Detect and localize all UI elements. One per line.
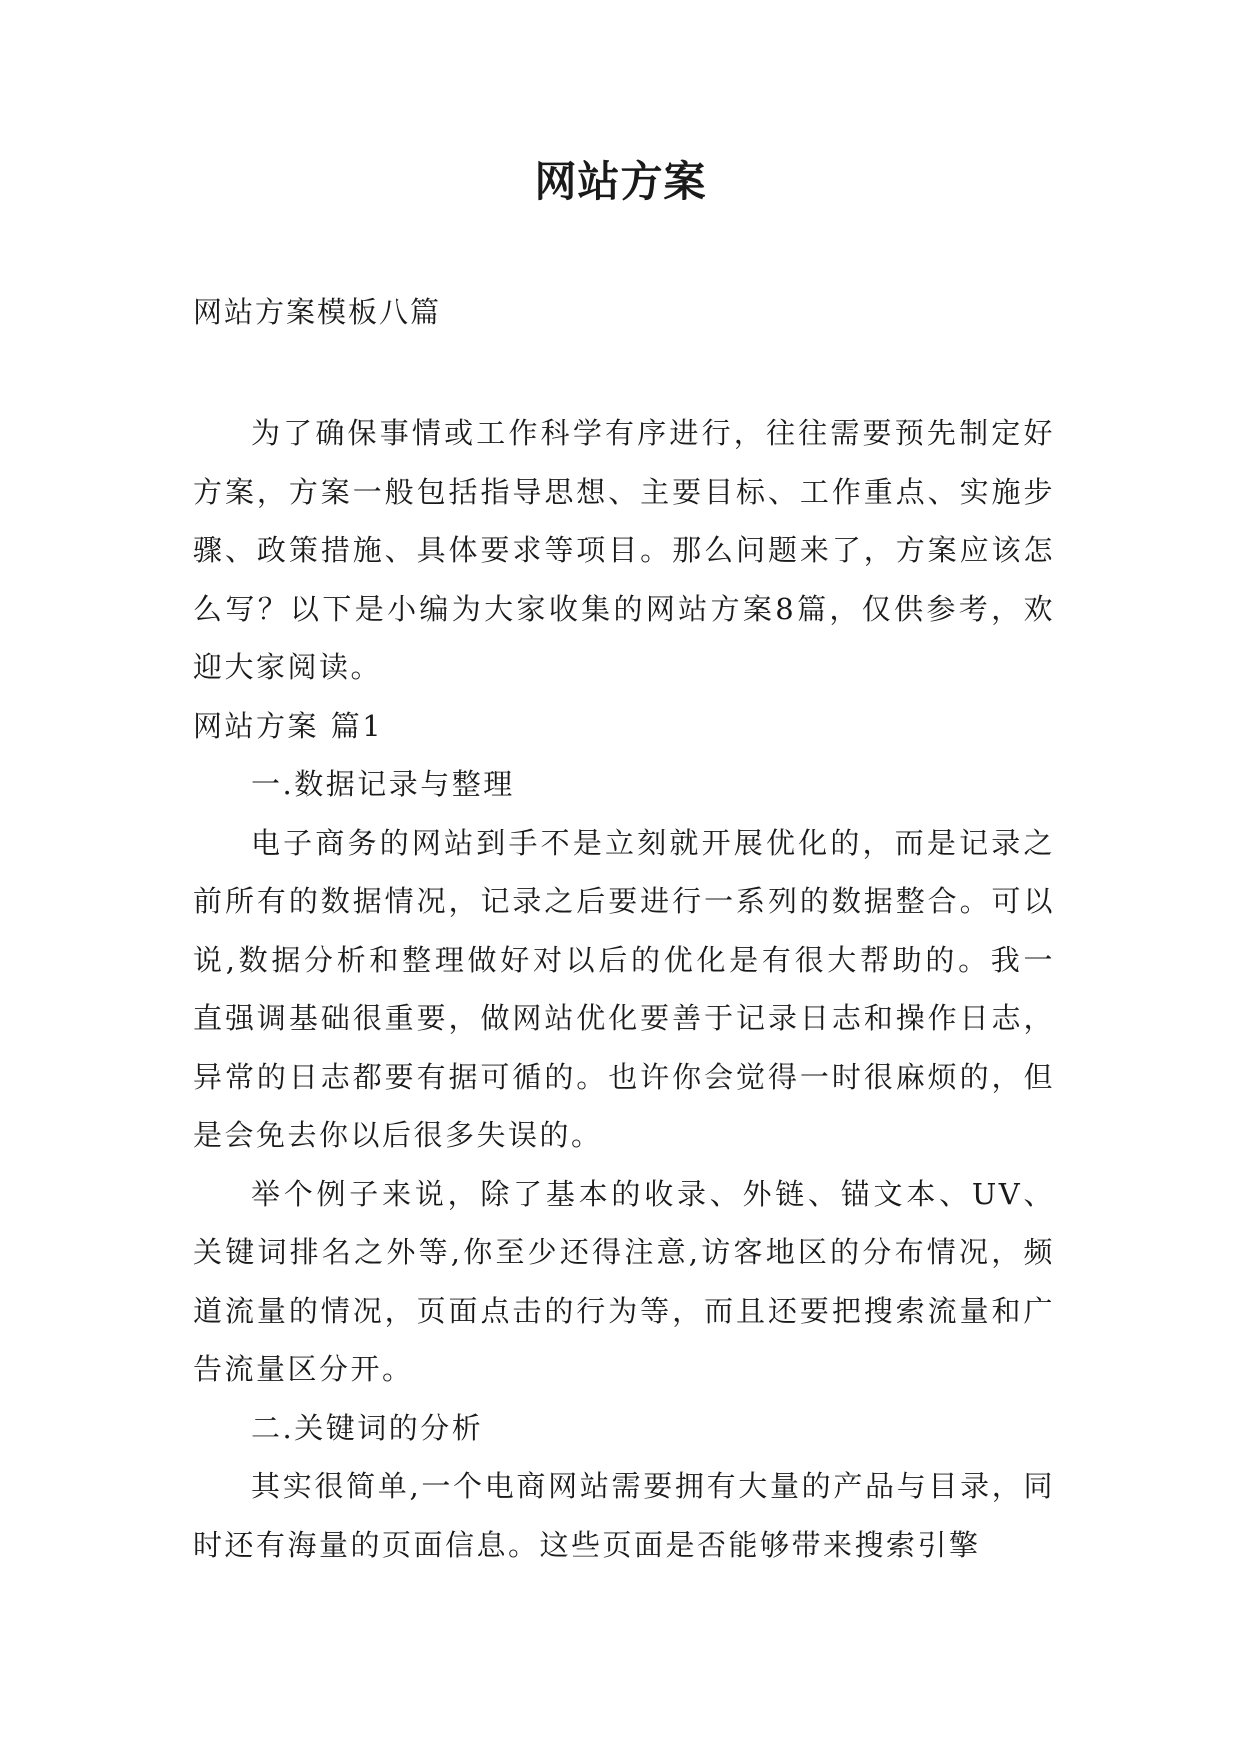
- section-1-paragraph-1: 电子商务的网站到手不是立刻就开展优化的，而是记录之前所有的数据情况，记录之后要进行一系列的数据整合。可以说,数据分析和整理做好对以后的优化是有很大帮助的。我一直强调基础很重要，做网站优化要善于记录日志和操作日志，异常的日志都要有据可循的。也许你会觉得一时很麻烦的，但是会免去你以后很多失误的。: [193, 825, 1055, 1152]
- section-2-title: 二.关键词的分析: [251, 1410, 484, 1445]
- section-1-title: 一.数据记录与整理: [251, 767, 515, 801]
- document-title: 网站方案: [534, 157, 707, 206]
- intro-paragraph: 为了确保事情或工作科学有序进行，往往需要预先制定好方案，方案一般包括指导思想、主要目标、工作重点、实施步骤、政策措施、具体要求等项目。那么问题来了，方案应该怎么写？以下是小编为大家收集的网站方案8篇，仅供参考，欢迎大家阅读。: [193, 416, 1055, 684]
- article-heading: 网站方案 篇1: [193, 708, 384, 743]
- document-subtitle: 网站方案模板八篇: [193, 295, 442, 329]
- section-2-paragraph-1: 其实很简单,一个电商网站需要拥有大量的产品与目录，同时还有海量的页面信息。这些页面是否能够带来搜索引擎: [193, 1469, 1055, 1562]
- document-body: [193, 404, 1055, 1574]
- section-1-paragraph-2: 举个例子来说，除了基本的收录、外链、锚文本、UV、关键词排名之外等,你至少还得注意,访客地区的分布情况，频道流量的情况，页面点击的行为等，而且还要把搜索流量和广告流量区分开。: [193, 1176, 1055, 1386]
